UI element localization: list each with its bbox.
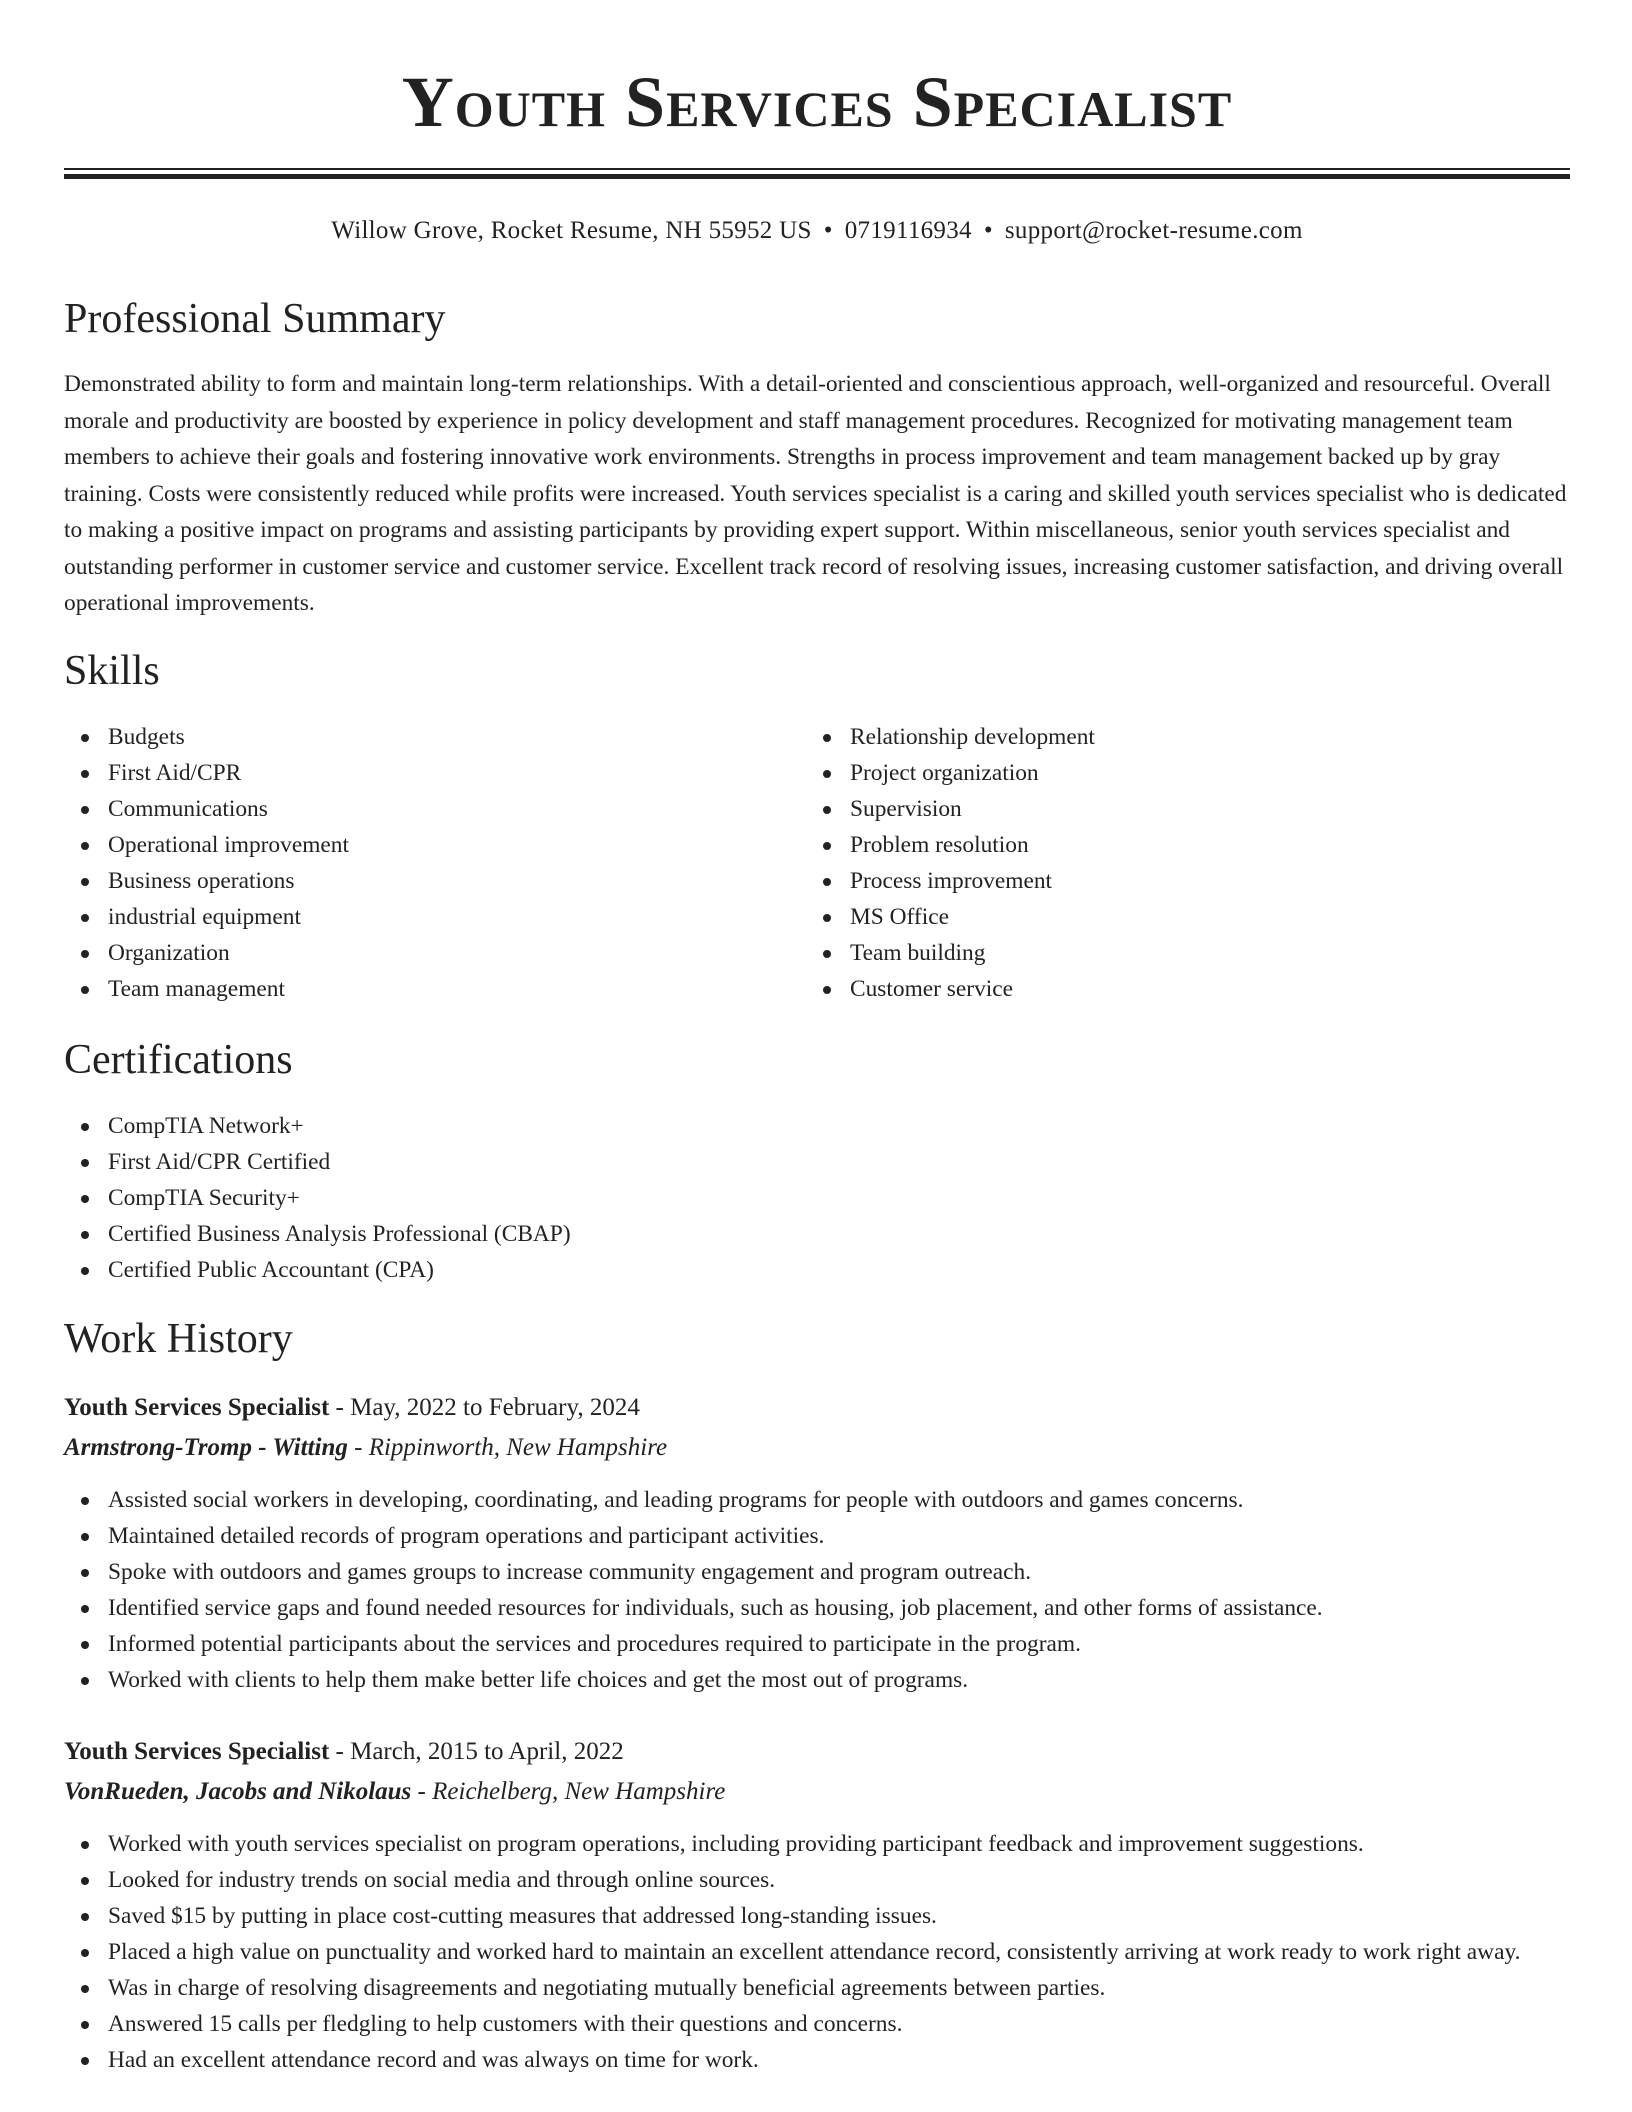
- skill-item: Organization: [64, 935, 764, 971]
- job-company-line: VonRueden, Jacobs and Nikolaus - Reichelberg, New Hampshire: [64, 1778, 726, 1805]
- summary-text: Demonstrated ability to form and maintain long-term relationships. With a detail-oriented and conscientious approach, well-organized and resourceful. Overall morale and productivity are boosted by experience in policy development and staff management procedures. Recognized for motivating management team members to achieve their goals and fostering innovative work environments. Strengths in process improvement and team management backed up by gray training. Costs were consistently reduced while profits were increased. Youth services specialist is a caring and skilled youth services specialist who is dedicated to making a positive impact on programs and assisting participants by providing expert support. Within miscellaneous, senior youth services specialist and outstanding performer in customer service and customer service. Excellent track record of resolving issues, increasing customer satisfaction, and driving overall operational improvements.: [64, 371, 1567, 616]
- skill-item: Operational improvement: [64, 827, 764, 863]
- job-bullet: Maintained detailed records of program operations and participant activities.: [64, 1518, 1570, 1554]
- job-bullet: Answered 15 calls per fledgling to help customers with their questions and concerns.: [64, 2006, 1570, 2042]
- job-bullet: Assisted social workers in developing, coordinating, and leading programs for people with outdoors and games concerns.: [64, 1482, 1570, 1518]
- job-bullet: Worked with youth services specialist on program operations, including providing participant feedback and improvement suggestions.: [64, 1826, 1570, 1862]
- skill-item: Process improvement: [806, 863, 1506, 899]
- resume-name: Youth Services Specialist: [401, 62, 1233, 142]
- header-divider-thin: [64, 168, 1570, 170]
- skill-item: Budgets: [64, 719, 764, 755]
- certification-item: CompTIA Network+: [64, 1108, 1264, 1144]
- job-bullet: Placed a high value on punctuality and worked hard to maintain an excellent attendance record, consistently arriving at work ready to work right away.: [64, 1934, 1570, 1970]
- job-bullet: Looked for industry trends on social media and through online sources.: [64, 1862, 1570, 1898]
- section-title-certifications: Certifications: [64, 1037, 293, 1083]
- job-location: Rippinworth, New Hampshire: [368, 1434, 668, 1461]
- certification-item: Certified Public Accountant (CPA): [64, 1252, 1264, 1288]
- job-bullets: [64, 1482, 1570, 1698]
- job-company: VonRueden, Jacobs and Nikolaus: [64, 1778, 412, 1805]
- skill-item: Team building: [806, 935, 1506, 971]
- skill-item: Customer service: [806, 971, 1506, 1007]
- contact-phone: 0719116934: [844, 217, 972, 244]
- skill-item: Team management: [64, 971, 764, 1007]
- certifications-list: [64, 1108, 1264, 1288]
- skill-item: First Aid/CPR: [64, 755, 764, 791]
- skill-item: Relationship development: [806, 719, 1506, 755]
- job-role: Youth Services Specialist: [64, 1394, 330, 1421]
- job-dates: May, 2022 to February, 2024: [350, 1394, 640, 1421]
- job-bullet: Identified service gaps and found needed resources for individuals, such as housing, job placement, and other forms of assistance.: [64, 1590, 1570, 1626]
- resume-page: [64, 0, 1570, 2073]
- skill-item: Communications: [64, 791, 764, 827]
- job-bullet: Worked with clients to help them make better life choices and get the most out of programs.: [64, 1662, 1570, 1698]
- certification-item: CompTIA Security+: [64, 1180, 1264, 1216]
- job-company: Armstrong-Tromp - Witting: [64, 1434, 348, 1461]
- skills-list-left: [64, 719, 764, 1007]
- section-title-skills: Skills: [64, 648, 160, 694]
- skill-item: MS Office: [806, 899, 1506, 935]
- contact-email: support@rocket-resume.com: [1004, 217, 1303, 244]
- skills-list-right: [806, 719, 1506, 1007]
- job-company-line: Armstrong-Tromp - Witting - Rippinworth, New Hampshire: [64, 1434, 668, 1461]
- job-title-line: Youth Services Specialist - March, 2015 to April, 2022: [64, 1738, 624, 1765]
- contact-address: Willow Grove, Rocket Resume, NH 55952 US: [331, 217, 812, 244]
- job-bullet: Spoke with outdoors and games groups to increase community engagement and program outreach.: [64, 1554, 1570, 1590]
- job-bullet: Had an excellent attendance record and was always on time for work.: [64, 2042, 1570, 2078]
- contact-separator: •: [983, 217, 993, 244]
- job-location: Reichelberg, New Hampshire: [432, 1778, 726, 1805]
- job-bullets: [64, 1826, 1570, 2078]
- skill-item: Supervision: [806, 791, 1506, 827]
- skill-item: Project organization: [806, 755, 1506, 791]
- header-divider-thick: [64, 174, 1570, 179]
- job-bullet: Was in charge of resolving disagreements and negotiating mutually beneficial agreements between parties.: [64, 1970, 1570, 2006]
- job-role: Youth Services Specialist: [64, 1738, 330, 1765]
- section-title-summary: Professional Summary: [64, 296, 446, 342]
- certification-item: Certified Business Analysis Professional (CBAP): [64, 1216, 1264, 1252]
- job-bullet: Saved $15 by putting in place cost-cutting measures that addressed long-standing issues.: [64, 1898, 1570, 1934]
- contact-separator: •: [823, 217, 833, 244]
- skill-item: industrial equipment: [64, 899, 764, 935]
- job-dates: March, 2015 to April, 2022: [350, 1738, 624, 1765]
- contact-line: [64, 214, 1570, 248]
- certification-item: First Aid/CPR Certified: [64, 1144, 1264, 1180]
- skill-item: Problem resolution: [806, 827, 1506, 863]
- skill-item: Business operations: [64, 863, 764, 899]
- section-title-work-history: Work History: [64, 1316, 293, 1362]
- job-bullet: Informed potential participants about the services and procedures required to participate in the program.: [64, 1626, 1570, 1662]
- job-title-line: Youth Services Specialist - May, 2022 to February, 2024: [64, 1394, 640, 1421]
